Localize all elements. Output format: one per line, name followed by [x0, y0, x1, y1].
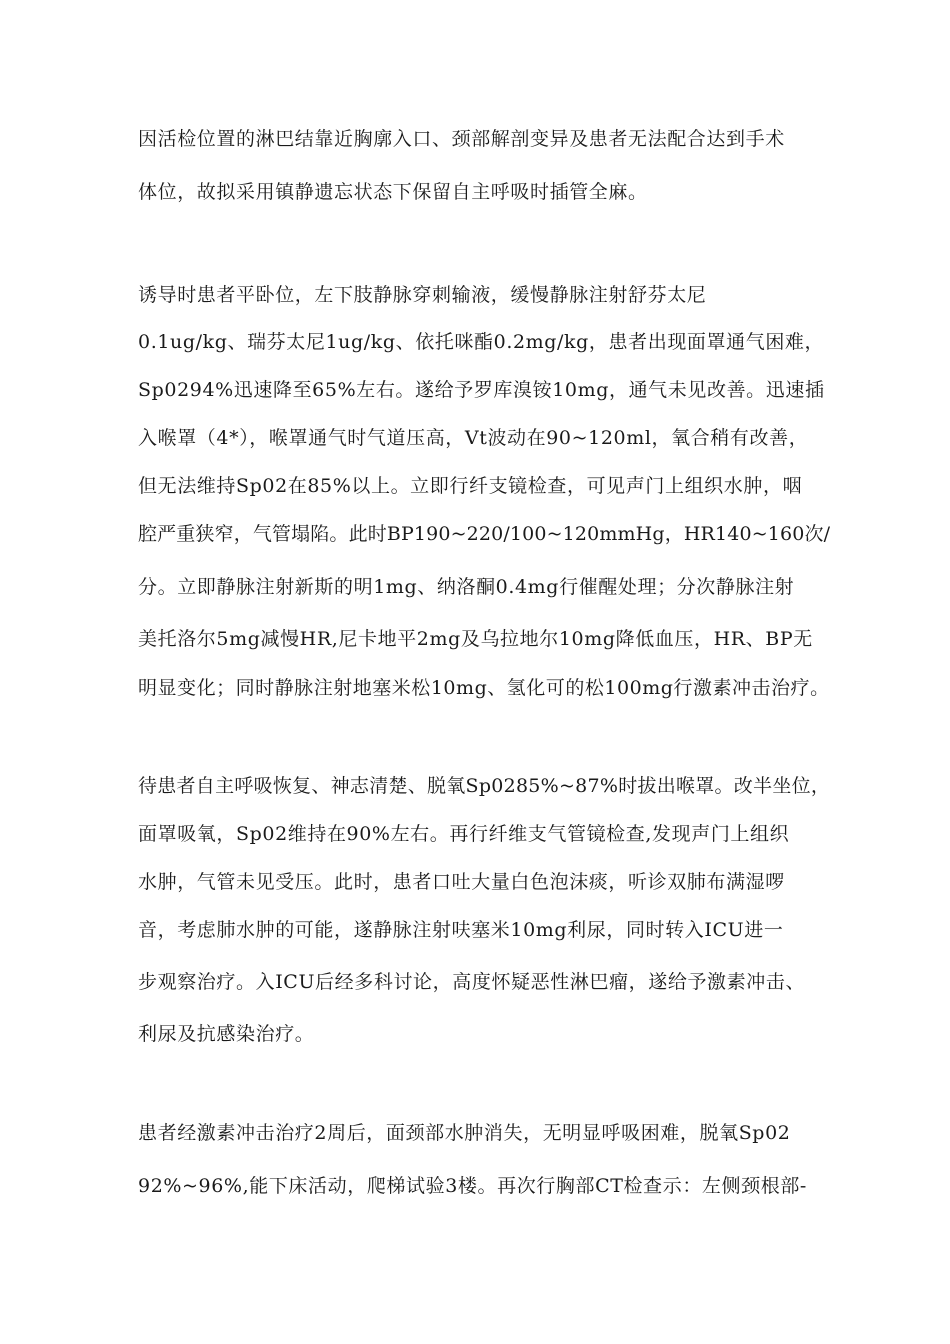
text-line: 体位，故拟采用镇静遗忘状态下保留自主呼吸时插管全麻。 [138, 181, 648, 203]
text-line: 入喉罩（4*），喉罩通气时气道压高，Vt波动在90~120ml，氧合稍有改善， [138, 427, 809, 449]
text-line: 水肿，气管未见受压。此时，患者口吐大量白色泡沫痰，听诊双肺布满湿啰 [138, 871, 785, 893]
text-line: 患者经激素冲击治疗2周后，面颈部水肿消失，无明显呼吸困难，脱氧Sp02 [138, 1122, 791, 1144]
text-line: 0.1ug/kg、瑞芬太尼1ug/kg、依托咪酯0.2mg/kg，患者出现面罩通气困难， [138, 331, 825, 353]
text-line: 步观察治疗。入ICU后经多科讨论，高度怀疑恶性淋巴瘤，遂给予激素冲击、 [138, 971, 806, 993]
text-line: 腔严重狭窄，气管塌陷。此时BP190~220/100~120mmHg，HR140~160次/ [138, 523, 831, 545]
text-line: 明显变化；同时静脉注射地塞米松10mg、氢化可的松100mg行激素冲击治疗。 [138, 677, 830, 699]
text-line: 分。立即静脉注射新斯的明1mg、纳洛酮0.4mg行催醒处理；分次静脉注射 [138, 576, 795, 598]
text-line: Sp0294%迅速降至65%左右。遂给予罗库溴铵10mg，通气未见改善。迅速插 [138, 379, 825, 401]
text-line: 但无法维持Sp02在85%以上。立即行纤支镜检查，可见声门上组织水肿，咽 [138, 475, 803, 497]
text-line: 诱导时患者平卧位，左下肢静脉穿刺输液，缓慢静脉注射舒芬太尼 [138, 284, 707, 306]
text-line: 待患者自主呼吸恢复、神志清楚、脱氧Sp0285%~87%时拔出喉罩。改半坐位， [138, 775, 831, 797]
text-line: 92%~96%,能下床活动，爬梯试验3楼。再次行胸部CT检查示：左侧颈根部- [138, 1175, 807, 1197]
text-line: 音，考虑肺水肿的可能，遂静脉注射呋塞米10mg利尿，同时转入ICU进一 [138, 919, 784, 941]
text-line: 美托洛尔5mg减慢HR,尼卡地平2mg及乌拉地尔10mg降低血压，HR、BP无 [138, 628, 813, 650]
text-line: 利尿及抗感染治疗。 [138, 1023, 315, 1045]
text-line: 因活检位置的淋巴结靠近胸廓入口、颈部解剖变异及患者无法配合达到手术 [138, 128, 785, 150]
text-line: 面罩吸氧，Sp02维持在90%左右。再行纤维支气管镜检查,发现声门上组织 [138, 823, 790, 845]
